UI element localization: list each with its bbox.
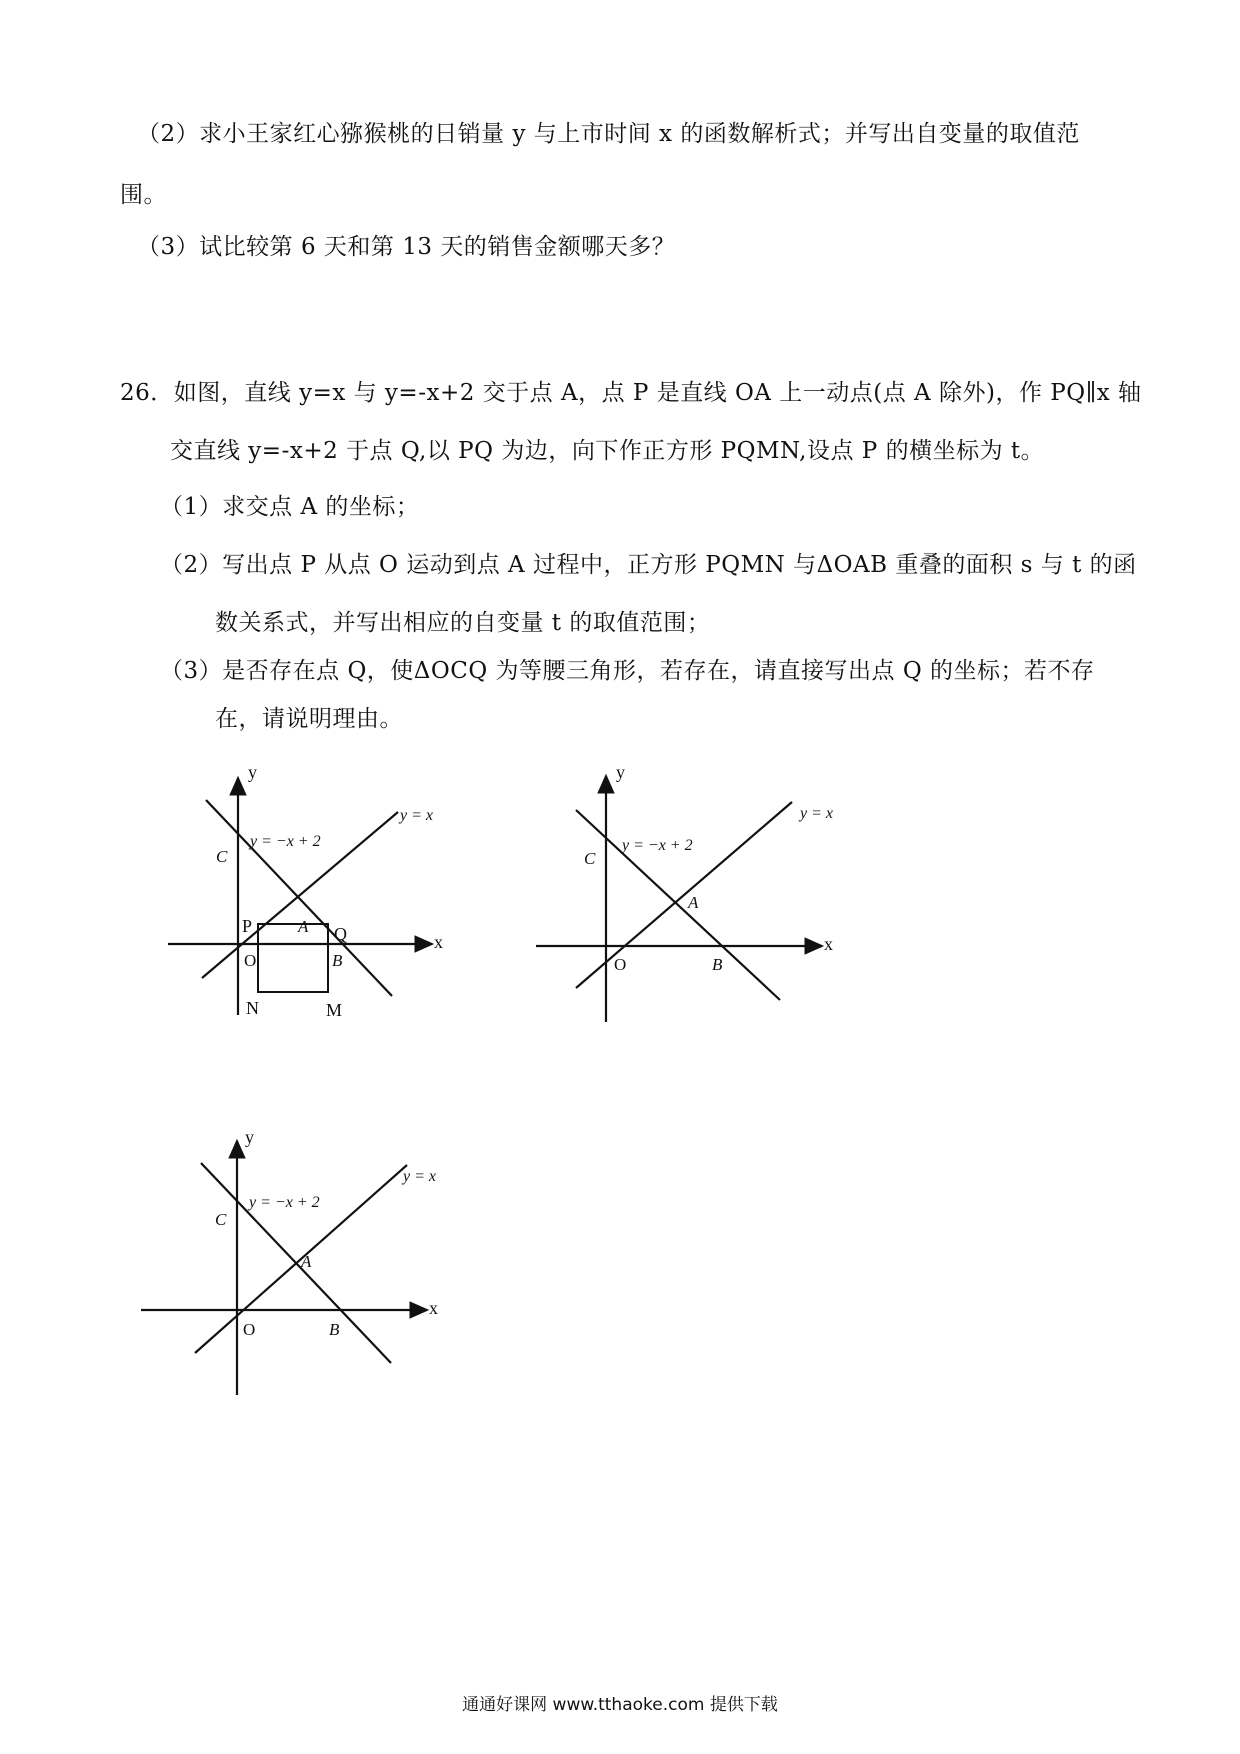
- point-b-label: B: [712, 955, 723, 974]
- line-y-equals-x: [576, 802, 792, 988]
- p26-q2-line1: （2）写出点 P 从点 O 运动到点 A 过程中，正方形 PQMN 与ΔOAB 重叠的面积 s 与 t 的函: [160, 552, 1137, 578]
- point-b-label: B: [329, 1320, 340, 1339]
- point-a-label: A: [688, 893, 699, 912]
- y-axis-label: y: [248, 762, 257, 782]
- point-n-label: N: [246, 998, 259, 1018]
- line1-label: y = x: [400, 807, 433, 824]
- figure-3: [135, 1125, 455, 1400]
- point-a-label: A: [301, 1252, 312, 1271]
- point-p-label: P: [242, 916, 253, 936]
- point-a-label: A: [298, 917, 309, 936]
- point-c-label: C: [215, 1210, 227, 1229]
- prev-q2-line2: 围。: [120, 182, 167, 208]
- point-b-label: B: [332, 951, 343, 970]
- line2-label: y = −x + 2: [249, 1194, 320, 1211]
- x-axis-label: x: [429, 1298, 438, 1318]
- y-axis-label: y: [245, 1127, 254, 1147]
- prev-q2-line1: （2）求小王家红心猕猴桃的日销量 y 与上市时间 x 的函数解析式；并写出自变量的取值范: [137, 121, 1080, 147]
- point-o-label: O: [243, 1320, 256, 1339]
- p26-line1: 26．如图，直线 y=x 与 y=-x+2 交于点 A，点 P 是直线 OA 上一动点(点 A 除外)，作 PQ∥x 轴: [120, 380, 1142, 406]
- point-c-label: C: [216, 847, 228, 866]
- page-footer: 通通好课网 www.tthaoke.com 提供下载: [462, 1695, 778, 1715]
- figure-1: [160, 760, 460, 1020]
- p26-line2: 交直线 y=-x+2 于点 Q,以 PQ 为边，向下作正方形 PQMN,设点 P 的横坐标为 t。: [170, 438, 1045, 464]
- point-o-label: O: [614, 955, 627, 974]
- p26-q1: （1）求交点 A 的坐标；: [160, 494, 420, 520]
- p26-q2-line2: 数关系式，并写出相应的自变量 t 的取值范围；: [215, 610, 711, 636]
- y-axis-label: y: [616, 762, 625, 782]
- line-y-equals-neg-x-plus-2: [201, 1163, 391, 1363]
- point-m-label: M: [326, 1000, 343, 1020]
- prev-q3: （3）试比较第 6 天和第 13 天的销售金额哪天多？: [137, 234, 676, 260]
- line1-label: y = x: [800, 805, 833, 822]
- p26-q3-line1: （3）是否存在点 Q，使ΔOCQ 为等腰三角形，若存在，请直接写出点 Q 的坐标；若不存: [160, 658, 1095, 684]
- square-pqmn: [258, 924, 328, 992]
- line2-label: y = −x + 2: [622, 837, 693, 854]
- line1-label: y = x: [403, 1168, 436, 1185]
- point-c-label: C: [584, 849, 596, 868]
- x-axis-label: x: [434, 932, 443, 952]
- p26-q3-line2: 在，请说明理由。: [215, 706, 403, 732]
- figure-2: [530, 760, 850, 1030]
- point-q-label: Q: [334, 924, 347, 944]
- line-y-equals-neg-x-plus-2: [206, 800, 392, 996]
- x-axis-label: x: [824, 934, 833, 954]
- line2-label: y = −x + 2: [250, 833, 321, 850]
- point-o-label: O: [244, 951, 257, 970]
